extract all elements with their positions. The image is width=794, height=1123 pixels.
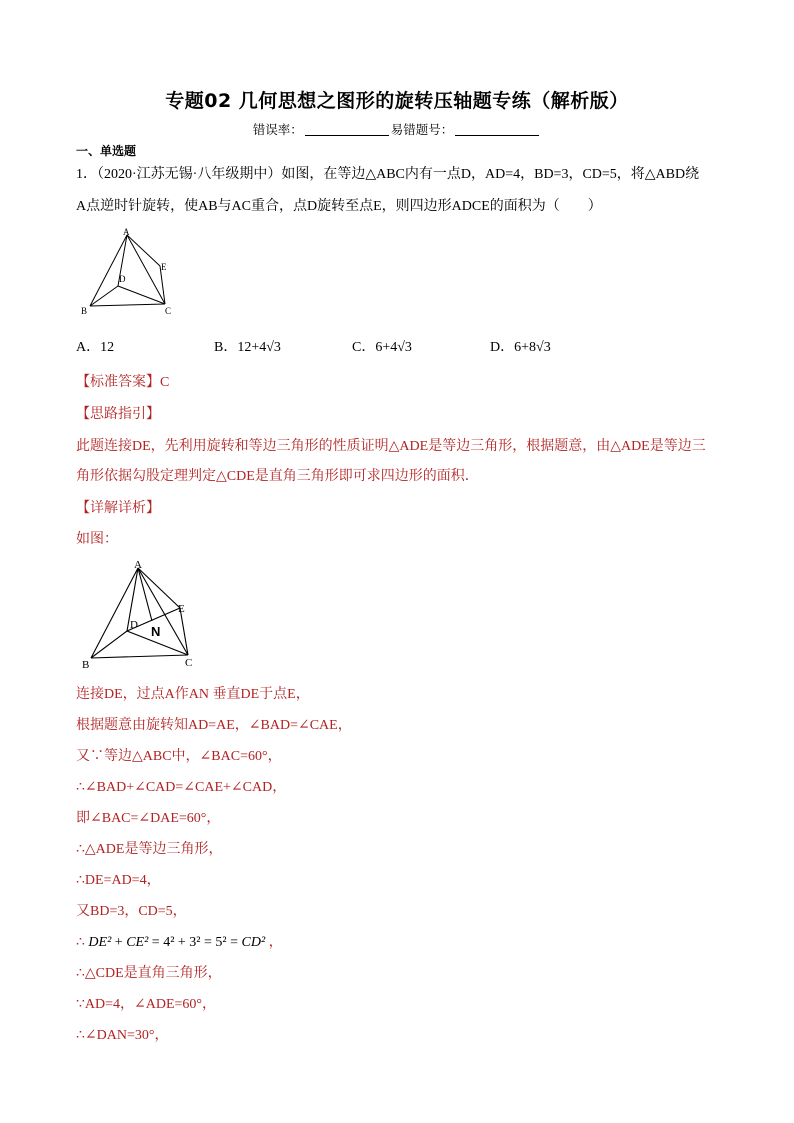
page-title: 专题02 几何思想之图形的旋转压轴题专练（解析版） [165, 90, 629, 112]
question-line-1: 1．（2020·江苏无锡·八年级期中）如图，在等边△ABC内有一点D，AD=4，BD=3，CD=5，将△ABD绕 [76, 167, 700, 182]
fig1-label-b: B [81, 306, 88, 316]
step-5: 即∠BAC=∠DAE=60°， [76, 811, 221, 826]
solution-figure [76, 556, 206, 672]
formula-line: ∴ DE² + CE² = 4² + 3² = 5² = CD² ， [76, 935, 283, 950]
option-c[interactable]: C．6+4√3 [352, 340, 412, 355]
hint-label: 【思路指引】 [76, 406, 160, 422]
error-item-blank[interactable] [455, 123, 539, 136]
detail-intro: 如图： [76, 532, 118, 547]
fig1-label-e: E [161, 262, 167, 272]
formula-ce2: CE² [126, 935, 149, 950]
fig2-label-d: D [130, 619, 138, 631]
option-b[interactable]: B．12+4√3 [214, 340, 281, 355]
error-item-label: 易错题号： [390, 122, 454, 137]
fig1-label-a: A [123, 227, 130, 237]
error-record-line [0, 120, 794, 138]
step-1: 连接DE，过点A作AN 垂直DE于点E， [76, 687, 310, 702]
fig1-label-c: C [165, 306, 172, 316]
step-8: 又BD=3，CD=5， [76, 904, 187, 919]
question-line-2: A点逆时针旋转，使AB与AC重合，点D旋转至点E，则四边形ADCE的面积为（ ） [76, 199, 602, 214]
option-d[interactable]: D．6+8√3 [490, 340, 551, 355]
error-rate-label: 错误率： [252, 122, 303, 137]
answer-line [76, 372, 169, 393]
error-rate-blank[interactable] [305, 123, 389, 136]
answer-label: 【标准答案】 [76, 374, 160, 390]
step-7: ∴DE=AD=4， [76, 873, 161, 888]
step-3: 又∵等边△ABC中，∠BAC=60°， [76, 749, 282, 764]
step-11: ∵AD=4，∠ADE=60°， [76, 997, 217, 1012]
answer-value: C [160, 375, 170, 390]
fig2-label-n: N [151, 624, 161, 639]
fig1-label-d: D [119, 274, 126, 284]
formula-cd2: CD² [241, 935, 266, 950]
fig2-label-a: A [134, 559, 142, 571]
fig2-label-c: C [185, 657, 193, 669]
step-10: ∴△CDE是直角三角形， [76, 966, 222, 981]
option-a[interactable]: A．12 [76, 340, 115, 355]
fig2-label-b: B [82, 659, 90, 671]
fig2-label-e: E [178, 603, 185, 615]
section-heading: 一、单选题 [76, 144, 137, 158]
hint-text: 此题连接DE，先利用旋转和等边三角形的性质证明△ADE是等边三角形，根据题意，由△ADE是等边三角形依据勾股定理判定△CDE是直角三角形即可求四边形的面积． [76, 439, 706, 484]
step-4: ∴∠BAD+∠CAD=∠CAE+∠CAD， [76, 780, 287, 795]
question-figure [76, 224, 186, 320]
detail-label: 【详解详析】 [76, 500, 160, 516]
step-2: 根据题意由旋转知AD=AE，∠BAD=∠CAE， [76, 718, 352, 733]
step-6: ∴△ADE是等边三角形， [76, 842, 223, 857]
formula-de2: DE² [88, 935, 112, 950]
step-12: ∴∠DAN=30°， [76, 1028, 169, 1043]
